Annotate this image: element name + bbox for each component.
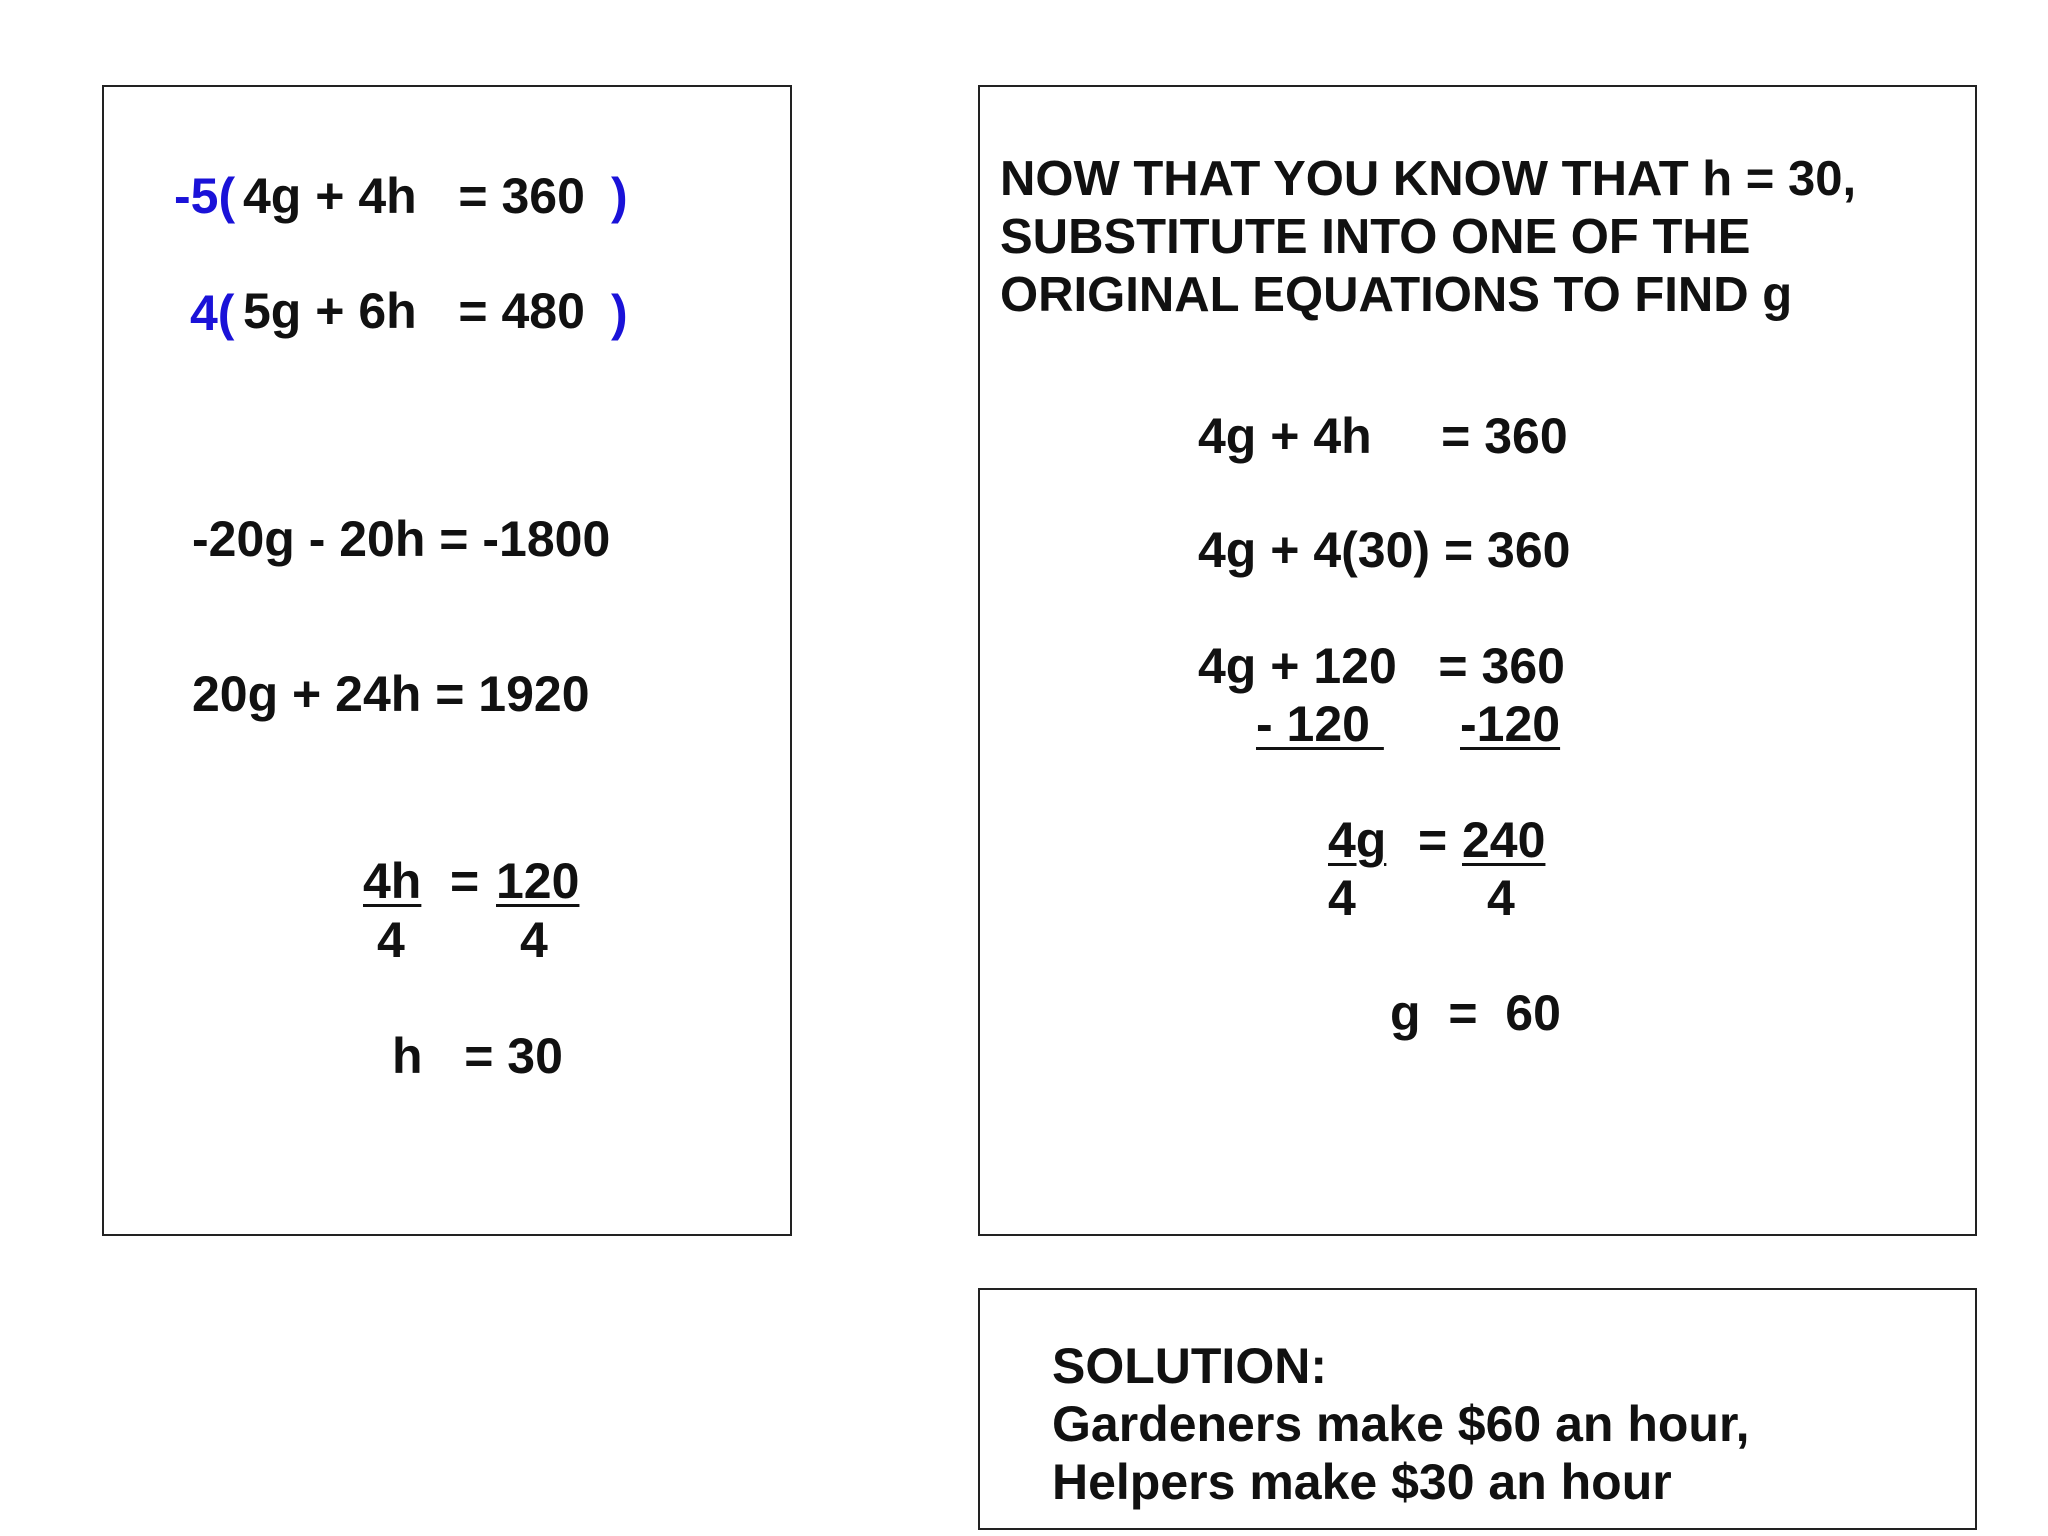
eq2-close-paren: ) — [611, 285, 628, 341]
g-result: g = 60 — [1390, 985, 1561, 1041]
right-division-denominator-right: 4 — [1487, 870, 1515, 926]
subtract-right: -120 — [1460, 696, 1561, 752]
substitution-step-2: 4g + 4(30) = 360 — [1198, 522, 1571, 578]
h-result: h = 30 — [392, 1028, 563, 1084]
left-division-denominator-left: 4 — [377, 912, 405, 968]
left-division-numerator-right: 120 — [496, 853, 580, 909]
left-division-equals: = — [450, 853, 480, 909]
expanded-equation-2: 20g + 24h = 1920 — [192, 666, 590, 722]
substitution-step-3: 4g + 120 = 360 — [1198, 638, 1565, 694]
subtract-left: - 120 — [1256, 696, 1384, 752]
right-division-denominator-left: 4 — [1328, 870, 1356, 926]
left-division-denominator-right: 4 — [520, 912, 548, 968]
right-division-numerator-left: 4g — [1328, 812, 1387, 868]
expanded-equation-1: -20g - 20h = -1800 — [192, 511, 611, 567]
eq1-expression: 4g + 4h = 360 — [243, 168, 585, 224]
solution-text: SOLUTION: Gardeners make $60 an hour, Helpers make $30 an hour — [1052, 1338, 1750, 1510]
substitution-instructions: NOW THAT YOU KNOW THAT h = 30, SUBSTITUTE INTO ONE OF THE ORIGINAL EQUATIONS TO FIND g — [1000, 152, 1857, 322]
eq1-multiplier: -5( — [174, 168, 236, 224]
right-division-equals: = — [1418, 812, 1448, 868]
right-division-numerator-right: 240 — [1462, 812, 1546, 868]
eq1-close-paren: ) — [611, 168, 628, 224]
left-division-numerator-left: 4h — [363, 853, 422, 909]
eq2-multiplier: 4( — [190, 285, 235, 341]
eq2-expression: 5g + 6h = 480 — [243, 283, 585, 339]
substitution-step-1: 4g + 4h = 360 — [1198, 408, 1568, 464]
